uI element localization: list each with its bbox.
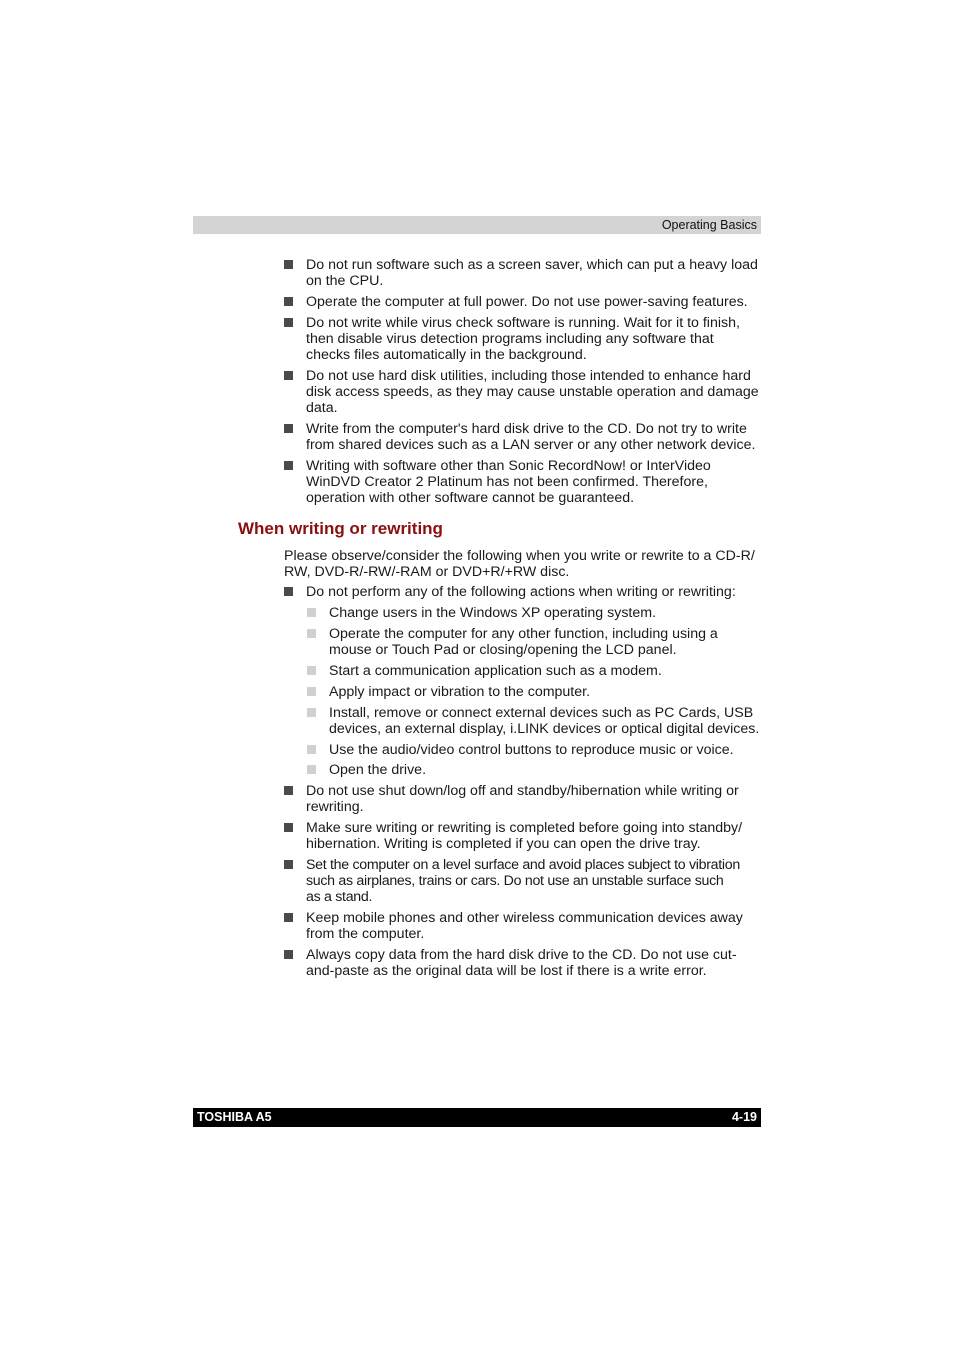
square-bullet-icon xyxy=(284,260,293,269)
section-intro: Please observe/consider the following when you write or rewrite to a CD-R/ RW, DVD-R/-RW/-RAM or DVD+R/+RW disc. xyxy=(284,548,755,580)
bullet-text: Do not write while virus check software is running. Wait for it to finish, then disable virus detection programs including any software that checks files automatically in the background. xyxy=(306,315,740,363)
sub-bullet-text: Use the audio/video control buttons to reproduce music or voice. xyxy=(329,742,734,758)
square-bullet-icon xyxy=(284,913,293,922)
header-section-title: Operating Basics xyxy=(661,218,757,232)
square-bullet-icon xyxy=(284,950,293,959)
square-sub-bullet-icon xyxy=(307,608,316,617)
square-sub-bullet-icon xyxy=(307,687,316,696)
bullet-text: Always copy data from the hard disk drive to the CD. Do not use cut- and-paste as the original data will be lost if there is a write error. xyxy=(306,947,737,979)
square-sub-bullet-icon xyxy=(307,708,316,717)
bullet-text: Set the computer on a level surface and avoid places subject to vibration such as airplanes, trains or cars. Do not use an unstable surface such as a stand. xyxy=(306,857,740,905)
bullet-text: Do not use hard disk utilities, including those intended to enhance hard disk access speeds, as they may cause unstable operation and damage data. xyxy=(306,368,759,416)
bullet-text: Write from the computer's hard disk drive to the CD. Do not try to write from shared devices such as a LAN server or any other network device. xyxy=(306,421,756,453)
footer-page-number: 4-19 xyxy=(731,1110,757,1124)
square-bullet-icon xyxy=(284,371,293,380)
bullet-text: Do not use shut down/log off and standby/hibernation while writing or rewriting. xyxy=(306,783,739,815)
square-bullet-icon xyxy=(284,318,293,327)
sub-bullet-text: Open the drive. xyxy=(329,762,427,778)
running-header xyxy=(193,216,761,234)
square-sub-bullet-icon xyxy=(307,745,316,754)
bullet-text: Do not perform any of the following actions when writing or rewriting: xyxy=(306,584,736,600)
square-bullet-icon xyxy=(284,860,293,869)
bullet-text: Keep mobile phones and other wireless communication devices away from the computer. xyxy=(306,910,743,942)
square-bullet-icon xyxy=(284,297,293,306)
square-sub-bullet-icon xyxy=(307,765,316,774)
page-footer xyxy=(193,1108,761,1127)
bullet-text: Do not run software such as a screen saver, which can put a heavy load on the CPU. xyxy=(306,257,758,289)
sub-bullet-text: Change users in the Windows XP operating system. xyxy=(329,605,657,621)
sub-bullet-text: Apply impact or vibration to the computer. xyxy=(329,684,591,700)
square-bullet-icon xyxy=(284,786,293,795)
bullet-text: Writing with software other than Sonic RecordNow! or InterVideo WinDVD Creator 2 Platinum has not been confirmed. Therefore, operation with other software cannot be guaranteed. xyxy=(306,458,711,506)
sub-bullet-text: Install, remove or connect external devices such as PC Cards, USB devices, an external display, i.LINK devices or optical digital devices. xyxy=(329,705,760,737)
sub-bullet-text: Operate the computer for any other function, including using a mouse or Touch Pad or closing/opening the LCD panel. xyxy=(329,626,718,658)
section-heading: When writing or rewriting xyxy=(238,519,443,538)
square-sub-bullet-icon xyxy=(307,629,316,638)
square-sub-bullet-icon xyxy=(307,666,316,675)
square-bullet-icon xyxy=(284,461,293,470)
sub-bullet-text: Start a communication application such as a modem. xyxy=(329,663,662,679)
bullet-text: Operate the computer at full power. Do not use power-saving features. xyxy=(306,294,748,310)
square-bullet-icon xyxy=(284,587,293,596)
bullet-text: Make sure writing or rewriting is completed before going into standby/ hibernation. Writing is completed if you can open the drive tray. xyxy=(306,820,743,852)
footer-model: TOSHIBA A5 xyxy=(197,1110,272,1124)
square-bullet-icon xyxy=(284,823,293,832)
square-bullet-icon xyxy=(284,424,293,433)
